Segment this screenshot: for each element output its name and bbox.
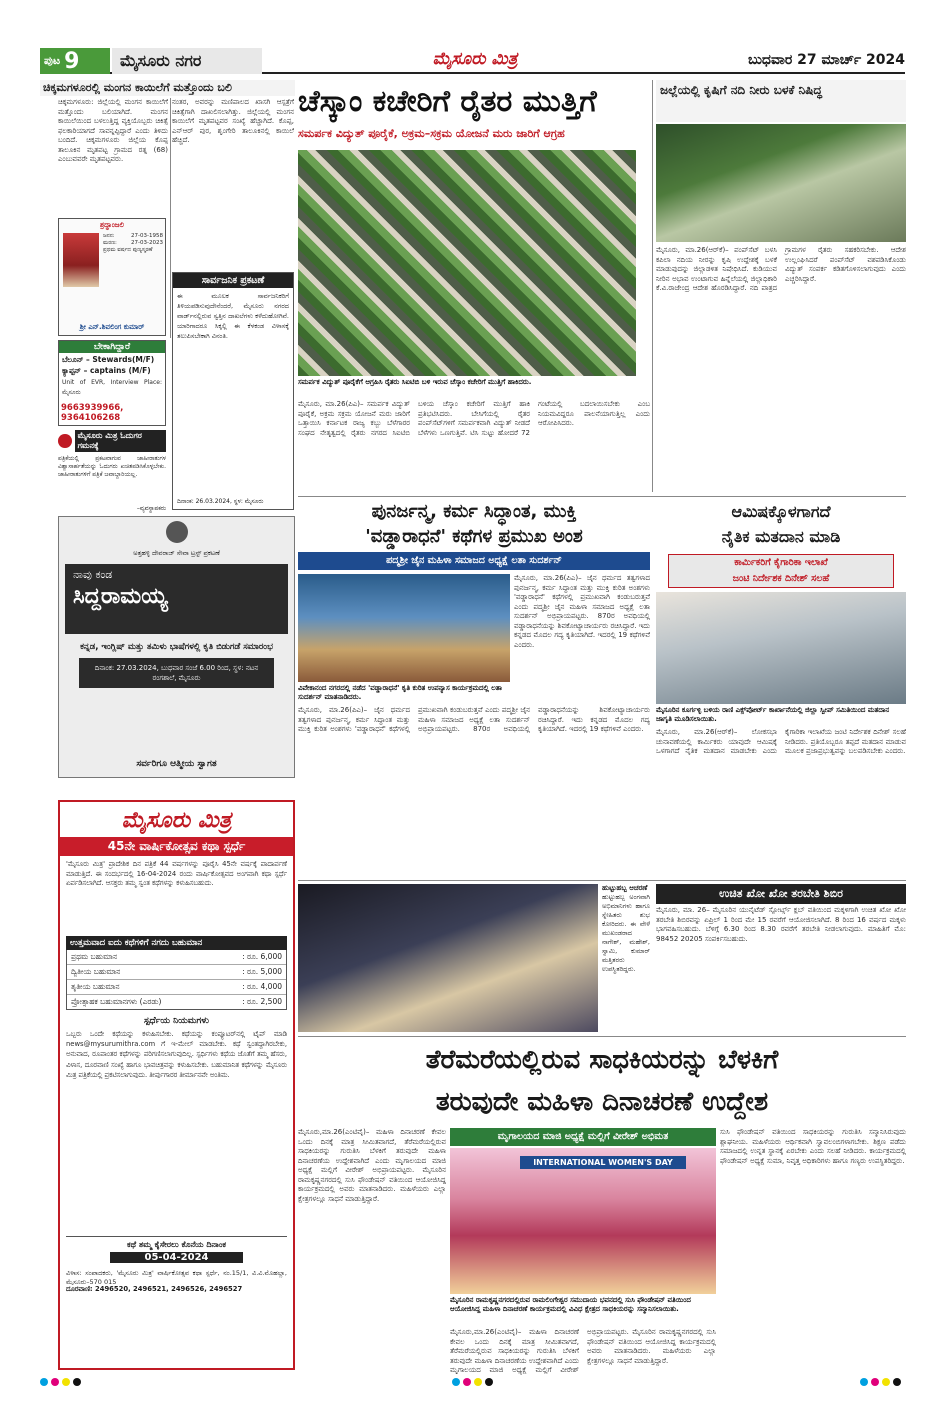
contest-rules-text: ಒಬ್ಬರು ಒಂದೇ ಕಥೆಯನ್ನು ಕಳುಹಿಸಬೇಕು. ಕಥೆಯನ್ನು ಕಂಪ್ಯೂಟರ್‌ನಲ್ಲಿ ಟೈಪ್ ಮಾಡಿ news@mysurumithra.com ಗೆ ಇ-ಮೇಲ್ ಮಾಡಬೇಕು. ಕಥೆ ಸ್ವಂತದ್ದಾಗಿರಬೇಕು, ಅನುವಾದ, ರೂಪಾಂತರ ಕಥೆಗಳನ್ನು ಪರಿಗಣಿಸಲಾಗುವುದಿಲ್ಲ. ಸ್ಪರ್ಧಿಗಳು ಕಥೆಯ ಜೊತೆಗೆ ತಮ್ಮ ಹೆಸರು, ವಿಳಾಸ, ದೂರವಾಣಿ ಸಂಖ್ಯೆ ಹಾಗೂ ಭಾವಚಿತ್ರವನ್ನು ಕಳುಹಿಸಬೇಕು. ಬಹುಮಾನಿತ ಕಥೆಗಳನ್ನು ಮೈಸೂರು ಮಿತ್ರ ಪತ್ರಿಕೆಯಲ್ಲಿ ಪ್ರಕಟಿಸಲಾಗುವುದು. ತೀರ್ಪುಗಾರರ ತೀರ್ಮಾನವೇ ಅಂತಿಮ. <box>66 1030 287 1079</box>
prize-amount: : ರೂ. 6,000 <box>242 952 282 961</box>
story2-headline-1: ಪುನರ್ಜನ್ಮ, ಕರ್ಮ ಸಿದ್ಧಾಂತ, ಮುಕ್ತಿ <box>371 501 577 522</box>
poster-subtitle: ಕನ್ನಡ, ಇಂಗ್ಲಿಷ್ ಮತ್ತು ತಮಿಳು ಭಾಷೆಗಳಲ್ಲಿ ಕೃತಿ ಬಿಡುಗಡೆ ಸಮಾರಂಭ <box>80 642 273 652</box>
prize-label: ತೃತೀಯ ಬಹುಮಾನ <box>71 982 120 991</box>
contest-deadline-label: ಕಥೆ ತಮ್ಮ ಕೈಸೇರಲು ಕೊನೆಯ ದಿನಾಂಕ <box>66 1236 287 1250</box>
public-notice-text: ಈ ಮೂಲಕ ಸಾರ್ವಜನಿಕರಿಗೆ ತಿಳಿಯಪಡಿಸುವುದೇನೆಂದರೆ, ಮೈಸೂರು ನಗರದ ವಾರ್ಡ್‌ನಲ್ಲಿರುವ ಸ್ವತ್ತಿನ ದಾಖಲೆಗಳು ಕಳೆದುಹೋಗಿವೆ. ಯಾರಿಗಾದರೂ ಸಿಕ್ಕಲ್ಲಿ ಈ ಕೆಳಕಂಡ ವಿಳಾಸಕ್ಕೆ ತಲುಪಿಸಬೇಕಾಗಿ ವಿನಂತಿ. <box>177 292 289 340</box>
story4-photo <box>298 884 598 1032</box>
story-contest <box>58 800 295 1370</box>
story6-text-left: ಮೈಸೂರು,ಮಾ.26(ಎಂಟಿವೈ)– ಮಹಿಳಾ ದಿನಾಚರಣೆ ಕೇವಲ ಒಂದು ದಿನಕ್ಕೆ ಮಾತ್ರ ಸೀಮಿತವಾಗದೆ, ತೆರೆಮರೆಯಲ್ಲಿರುವ ಸಾಧಕಿಯರನ್ನು ಗುರುತಿಸಿ ಬೆಳಕಿಗೆ ತರುವುದೇ ಮಹಿಳಾ ದಿನಾಚರಣೆಯ ಉದ್ದೇಶವಾಗಿದೆ ಎಂದು ಮೃಗಾಲಯದ ಮಾಜಿ ಅಧ್ಯಕ್ಷೆ ಮಲ್ಲಿಗೆ ವೀರೇಶ್ ಅಭಿಪ್ರಾಯಪಟ್ಟರು. ಮೈಸೂರಿನ ರಾಮಕೃಷ್ಣನಗರದಲ್ಲಿ ಸುಸಿ ಫೌಂಡೇಷನ್ ವತಿಯಿಂದ ಆಯೋಜಿಸಿದ್ದ ಕಾರ್ಯಕ್ರಮದಲ್ಲಿ ಅವರು ಮಾತನಾಡಿದರು. ಮಹಿಳೆಯರು ಎಲ್ಲಾ ಕ್ಷೇತ್ರಗಳಲ್ಲೂ ಸಾಧನೆ ಮಾಡುತ್ತಿದ್ದಾರೆ. <box>298 1128 446 1203</box>
registration-marks-center <box>452 1378 493 1386</box>
story4-caption-title: ಹುಟ್ಟುಹಬ್ಬ ಆಚರಣೆ <box>602 884 648 892</box>
obituary-title: ಶ್ರದ್ಧಾಂಜಲಿ <box>100 221 124 229</box>
prize-label: ದ್ವಿತೀಯ ಬಹುಮಾನ <box>71 967 121 976</box>
story1-headline: ಚಿಕ್ಕಮಗಳೂರಲ್ಲಿ ಮಂಗನ ಕಾಯಿಲೆಗೆ ಮತ್ತೊಂದು ಬಲಿ <box>40 80 295 96</box>
prize-amount: : ರೂ. 2,500 <box>242 997 282 1006</box>
story2-subhead: ಪದ್ಮಶ್ರೀ ಜೈನ ಮಹಿಳಾ ಸಮಾಜದ ಅಧ್ಯಕ್ಷೆ ಲತಾ ಸುದರ್ಶನ್ <box>298 552 650 570</box>
prize-amount: : ರೂ. 4,000 <box>242 982 282 991</box>
story6-photo-banner: INTERNATIONAL WOMEN'S DAY <box>520 1156 686 1169</box>
story3-photo <box>656 592 906 704</box>
obituary-box <box>58 218 166 336</box>
story2-caption: ವಿವೇಕಾನಂದ ನಗರದಲ್ಲಿ ನಡೆದ 'ವಡ್ಡಾರಾಧನೆ' ಕೃತಿ ಕುರಿತ ಉಪನ್ಯಾಸ ಕಾರ್ಯಕ್ರಮದಲ್ಲಿ ಲತಾ ಸುದರ್ಶನ್ ಮಾತನಾಡಿದರು. <box>298 684 502 701</box>
prize-label: ಪ್ರೋತ್ಸಾಹಕ ಬಹುಮಾನಗಳು (ಎರಡು) <box>71 997 162 1006</box>
obituary-text: ಜನನ: 27-03-1958 ಮರಣ: 27-03-2023 ಪ್ರಥಮ ವರ್ಷದ ಪುಣ್ಯಸ್ಮರಣೆ <box>103 233 163 253</box>
story6-caption: ಮೈಸೂರಿನ ರಾಮಕೃಷ್ಣನಗರದಲ್ಲಿರುವ ರಾಮಲಿಂಗೇಶ್ವರ ಸಮುದಾಯ ಭವನದಲ್ಲಿ ಸುಸಿ ಫೌಂಡೇಷನ್ ವತಿಯಿಂದ ಆಯೋಜಿಸಿದ್ದ ಮಹಿಳಾ ದಿನಾಚರಣೆ ಕಾರ್ಯಕ್ರಮದಲ್ಲಿ ವಿವಿಧ ಕ್ಷೇತ್ರದ ಸಾಧಕಿಯರನ್ನು ಸನ್ಮಾನಿಸಲಾಯಿತು. <box>450 1296 691 1313</box>
lead-text: ಮೈಸೂರು, ಮಾ.26(ಪಿಎ)– ಸಮರ್ಪಕ ವಿದ್ಯುತ್ ಪೂರೈಕೆ, ಅಕ್ರಮ ಸಕ್ರಮ ಯೋಜನೆ ಮರು ಜಾರಿಗೆ ಒತ್ತಾಯಿಸಿ ಕರ್ನಾಟಕ ರಾಜ್ಯ ಕಬ್ಬು ಬೆಳೆಗಾರರ ಸಂಘದ ನೇತೃತ್ವದಲ್ಲಿ ರೈತರು ನಗರದ ಸಿಐಟಿಬಿ ಬಳಿಯ ಚೆಸ್ಕಾಂ ಕಚೇರಿಗೆ ಮುತ್ತಿಗೆ ಹಾಕಿ ಪ್ರತಿಭಟಿಸಿದರು. ಬೇಸಿಗೆಯಲ್ಲಿ ರೈತರ ಪಂಪ್‌ಸೆಟ್‌ಗಳಿಗೆ ಸಮರ್ಪಕವಾಗಿ ವಿದ್ಯುತ್ ನೀಡದೆ ಬೆಳೆಗಳು ಒಣಗುತ್ತಿವೆ. ಟಿಸಿ ಸುಟ್ಟು ಹೋದರೆ 72 ಗಂಟೆಯಲ್ಲಿ ಬದಲಾಯಿಸಬೇಕು ಎಂಬ ನಿಯಮವಿದ್ದರೂ ಪಾಲನೆಯಾಗುತ್ತಿಲ್ಲ ಎಂದು ಆರೋಪಿಸಿದರು. <box>298 400 650 437</box>
story1-text-continued: ನಂತರ, ಅವರನ್ನು ಮಣಿಪಾಲದ ಖಾಸಗಿ ಆಸ್ಪತ್ರೆಗೆ ಚಿಕಿತ್ಸೆಗಾಗಿ ದಾಖಲಿಸಲಾಗಿತ್ತು. ಜಿಲ್ಲೆಯಲ್ಲಿ ಮಂಗನ ಕಾಯಿಲೆಗೆ ಮೃತಪಟ್ಟವರ ಸಂಖ್ಯೆ ಹೆಚ್ಚಾಗಿದೆ. ಕೊಪ್ಪ, ಎನ್‌ಆರ್ ಪುರ, ಶೃಂಗೇರಿ ತಾಲೂಕಿನಲ್ಲಿ ಕಾಯಿಲೆ ಹೆಚ್ಚಿದೆ. <box>172 98 294 144</box>
river-story-text: ಮೈಸೂರು, ಮಾ.26(ಆರ್‌ಕೆ)– ಪಂಪ್‌ಸೆಟ್ ಬಳಸಿ ಕಪಿಲಾ ನದಿಯ ನೀರನ್ನು ಕೃಷಿ ಉದ್ದೇಶಕ್ಕೆ ಬಳಕೆ ಮಾಡುವುದನ್ನು ಜಿಲ್ಲಾಡಳಿತ ನಿಷೇಧಿಸಿದೆ. ಕುಡಿಯುವ ನೀರಿನ ಅಭಾವ ಉಂಟಾಗುವ ಹಿನ್ನೆಲೆಯಲ್ಲಿ ಜಿಲ್ಲಾಧಿಕಾರಿ ಕೆ.ವಿ.ರಾಜೇಂದ್ರ ಆದೇಶ ಹೊರಡಿಸಿದ್ದಾರೆ. ನದಿ ಪಾತ್ರದ ಗ್ರಾಮಗಳ ರೈತರು ಸಹಕರಿಸಬೇಕು. ಆದೇಶ ಉಲ್ಲಂಘಿಸಿದರೆ ಪಂಪ್‌ಸೆಟ್ ವಶಪಡಿಸಿಕೊಂಡು ವಿದ್ಯುತ್ ಸಂಪರ್ಕ ಕಡಿತಗೊಳಿಸಲಾಗುವುದು ಎಂದು ಎಚ್ಚರಿಸಿದ್ದಾರೆ. <box>656 246 906 292</box>
story3-subhead-2: ಜಂಟಿ ನಿರ್ದೇಶಕ ದಿನೇಶ್ ಸಲಹೆ <box>732 573 830 584</box>
public-notice <box>172 272 294 510</box>
jobs-phone: 9663939966, 9364106268 <box>61 403 124 423</box>
jobs-ad <box>58 340 166 426</box>
poster-org: ಅತ್ತಹಳ್ಳಿ ದೇವರಾಜ್ ಸೇವಾ ಟ್ರಸ್ಟ್ ಪ್ರಕಟಣೆ <box>133 549 220 557</box>
lead-subhead: ಸಮರ್ಪಕ ವಿದ್ಯುತ್ ಪೂರೈಕೆ, ಅಕ್ರಮ–ಸಕ್ರಮ ಯೋಜನೆ ಮರು ಜಾರಿಗೆ ಆಗ್ರಹ <box>298 127 565 140</box>
prize-amount: : ರೂ. 5,000 <box>242 967 282 976</box>
contest-prizes-title: ಉತ್ತಮವಾದ ಐದು ಕಥೆಗಳಿಗೆ ನಗದು ಬಹುಮಾನ <box>66 936 287 950</box>
river-story-photo <box>656 124 906 242</box>
jobs-text: Unit of EVR, Interview Place: ಮೈಸೂರು <box>62 379 162 396</box>
story6-subhead: ಮೃಗಾಲಯದ ಮಾಜಿ ಅಧ್ಯಕ್ಷೆ ಮಲ್ಲಿಗೆ ವೀರೇಶ್ ಅಭಿಮತ <box>450 1128 716 1146</box>
story6-text-mid: ಮೈಸೂರು,ಮಾ.26(ಎಂಟಿವೈ)– ಮಹಿಳಾ ದಿನಾಚರಣೆ ಕೇವಲ ಒಂದು ದಿನಕ್ಕೆ ಮಾತ್ರ ಸೀಮಿತವಾಗದೆ, ತೆರೆಮರೆಯಲ್ಲಿರುವ ಸಾಧಕಿಯರನ್ನು ಗುರುತಿಸಿ ಬೆಳಕಿಗೆ ತರುವುದೇ ಮಹಿಳಾ ದಿನಾಚರಣೆಯ ಉದ್ದೇಶವಾಗಿದೆ ಎಂದು ಮೃಗಾಲಯದ ಮಾಜಿ ಅಧ್ಯಕ್ಷೆ ಮಲ್ಲಿಗೆ ವೀರೇಶ್ ಅಭಿಪ್ರಾಯಪಟ್ಟರು. ಮೈಸೂರಿನ ರಾಮಕೃಷ್ಣನಗರದಲ್ಲಿ ಸುಸಿ ಫೌಂಡೇಷನ್ ವತಿಯಿಂದ ಆಯೋಜಿಸಿದ್ದ ಕಾರ್ಯಕ್ರಮದಲ್ಲಿ ಅವರು ಮಾತನಾಡಿದರು. ಮಹಿಳೆಯರು ಎಲ್ಲಾ ಕ್ಷೇತ್ರಗಳಲ್ಲೂ ಸಾಧನೆ ಮಾಡುತ್ತಿದ್ದಾರೆ. <box>450 1328 716 1374</box>
story4-caption-text: ಹುಟ್ಟುಹಬ್ಬ ಅಂಗವಾಗಿ ಅಭಿಮಾನಿಗಳು ಹಾಗೂ ಸ್ನೇಹಿತರು ಶುಭ ಕೋರಿದರು. ಈ ವೇಳೆ ಮುಖಂಡರಾದ ನಾಗೇಶ್, ಮಹೇಶ್, ಸ್ವಾಮಿ, ಕುಮಾರ್ ಮತ್ತಿತರರು ಉಪಸ್ಥಿತರಿದ್ದರು. <box>602 893 650 973</box>
story2-headline-2: 'ವಡ್ಡಾರಾಧನೆ' ಕಥೆಗಳ ಪ್ರಮುಖ ಅಂಶ <box>365 526 583 547</box>
story3-headline-1: ಆಮಿಷಕ್ಕೊಳಗಾಗದೆ <box>731 502 831 521</box>
book-release-poster <box>58 516 295 778</box>
contest-prize-row <box>67 965 286 980</box>
lead-headline: ಚೆಸ್ಕಾಂ ಕಚೇರಿಗೆ ರೈತರ ಮುತ್ತಿಗೆ <box>298 84 597 119</box>
public-notice-title: ಸಾರ್ವಜನಿಕ ಪ್ರಕಟಣೆ <box>173 273 293 288</box>
contest-rules-title: ಸ್ಪರ್ಧೆಯ ನಿಯಮಗಳು <box>144 1016 209 1026</box>
story1-text: ಚಿಕ್ಕಮಗಳೂರು: ಜಿಲ್ಲೆಯಲ್ಲಿ ಮಂಗನ ಕಾಯಿಲೆಗೆ ಮತ್ತೊಂದು ಬಲಿಯಾಗಿದೆ. ಮಂಗನ ಕಾಯಿಲೆಯಿಂದ ಬಳಲುತ್ತಿದ್ದ ವ್ಯಕ್ತಿಯೊಬ್ಬರು ಚಿಕಿತ್ಸೆ ಫಲಕಾರಿಯಾಗದೆ ಸಾವನ್ನಪ್ಪಿದ್ದಾರೆ ಎಂದು ತಿಳಿದು ಬಂದಿದೆ. ಚಿಕ್ಕಮಗಳೂರು ಜಿಲ್ಲೆಯ ಕೊಪ್ಪ ತಾಲೂಕಿನ ಮೃತಪಟ್ಟ ಗ್ರಾಮದ ರತ್ನ (68) ಎಂಬುವವರೇ ಮೃತಪಟ್ಟವರು. <box>58 98 168 163</box>
public-notice-date: ದಿನಾಂಕ: 26.03.2024, ಸ್ಥಳ: ಮೈಸೂರು <box>177 498 264 505</box>
reader-notice-sign: –ವ್ಯವಸ್ಥಾಪಕರು <box>136 505 166 512</box>
contest-prizes-list <box>66 950 287 1010</box>
obituary-photo <box>63 233 99 287</box>
page-number: 9 <box>64 48 80 74</box>
page-label: ಪುಟ <box>44 54 61 67</box>
lead-photo <box>298 150 636 376</box>
story6-text-right: ಸುಸಿ ಫೌಂಡೇಷನ್ ವತಿಯಿಂದ ಸಾಧಕಿಯರನ್ನು ಗುರುತಿಸಿ ಸನ್ಮಾನಿಸಿರುವುದು ಶ್ಲಾಘನೀಯ. ಮಹಿಳೆಯರು ಆರ್ಥಿಕವಾಗಿ ಸ್ವಾವಲಂಬಿಗಳಾಗಬೇಕು. ಶಿಕ್ಷಣ ಪಡೆದು ಸಮಾಜದಲ್ಲಿ ಉನ್ನತ ಸ್ಥಾನಕ್ಕೆ ಏರಬೇಕು ಎಂದು ಸಲಹೆ ನೀಡಿದರು. ಕಾರ್ಯಕ್ರಮದಲ್ಲಿ ಫೌಂಡೇಷನ್ ಅಧ್ಯಕ್ಷೆ ಸುಮಾ, ನಿವೃತ್ತ ಅಧಿಕಾರಿಗಳು ಹಾಗೂ ಗಣ್ಯರು ಉಪಸ್ಥಿತರಿದ್ದರು. <box>720 1128 906 1165</box>
story2-text-right: ಮೈಸೂರು, ಮಾ.26(ಪಿಎ)– ಜೈನ ಧರ್ಮದ ತತ್ವಗಳಾದ ಪುನರ್ಜನ್ಮ, ಕರ್ಮ ಸಿದ್ಧಾಂತ ಮತ್ತು ಮುಕ್ತಿ ಕುರಿತ ಅಂಶಗಳು 'ವಡ್ಡಾರಾಧನೆ' ಕಥೆಗಳಲ್ಲಿ ಪ್ರಮುಖವಾಗಿ ಕಂಡುಬರುತ್ತವೆ ಎಂದು ಪದ್ಮಶ್ರೀ ಜೈನ ಮಹಿಳಾ ಸಮಾಜದ ಅಧ್ಯಕ್ಷೆ ಲತಾ ಸುದರ್ಶನ್ ಅಭಿಪ್ರಾಯಪಟ್ಟರು. 870ರ ಅವಧಿಯಲ್ಲಿ ವಡ್ಡಾರಾಧನೆಯನ್ನು ಶಿವಕೋಟ್ಯಾಚಾರ್ಯರು ರಚಿಸಿದ್ದಾರೆ. ಇದು ಕನ್ನಡದ ಮೊದಲ ಗದ್ಯ ಕೃತಿಯಾಗಿದೆ. ಇದರಲ್ಲಿ 19 ಕಥೆಗಳಿವೆ ಎಂದರು. <box>514 574 650 649</box>
jobs-title: ಬೇಕಾಗಿದ್ದಾರೆ <box>59 341 165 353</box>
lead-caption: ಸಮರ್ಪಕ ವಿದ್ಯುತ್ ಪೂರೈಕೆಗೆ ಆಗ್ರಹಿಸಿ ರೈತರು ಸಿಐಟಿಬಿ ಬಳಿ ಇರುವ ಚೆಸ್ಕಾಂ ಕಚೇರಿಗೆ ಮುತ್ತಿಗೆ ಹಾಕಿದರು. <box>298 378 532 386</box>
story6-headline-1: ತೆರೆಮರೆಯಲ್ಲಿರುವ ಸಾಧಕಿಯರನ್ನು ಬೆಳಕಿಗೆ <box>425 1045 779 1075</box>
reader-notice-title: ಮೈಸೂರು ಮಿತ್ರ ಓದುಗರ ಗಮನಕ್ಕೆ <box>75 430 166 452</box>
brand-emblem-icon <box>58 434 72 448</box>
masthead-logo: ಮೈಸೂರು ಮಿತ್ರ <box>432 49 518 69</box>
dateline: ಬುಧವಾರ 27 ಮಾರ್ಚ್ 2024 <box>748 52 905 68</box>
page-number-badge <box>40 48 110 74</box>
poster-title-2: ಸಿದ್ದರಾಮಯ್ಯ <box>73 584 168 609</box>
story5-text: ಮೈಸೂರು, ಮಾ. 26– ಮೈಸೂರಿನ ಯುನೈಟೆಡ್ ಸ್ಪೋರ್ಟ್ಸ್ ಕ್ಲಬ್ ವತಿಯಿಂದ ಮಕ್ಕಳಿಗಾಗಿ ಉಚಿತ ಖೋ ಖೋ ತರಬೇತಿ ಶಿಬಿರವನ್ನು ಏಪ್ರಿಲ್ 1 ರಿಂದ ಮೇ 15 ರವರೆಗೆ ಆಯೋಜಿಸಲಾಗಿದೆ. 8 ರಿಂದ 16 ವರ್ಷದ ಮಕ್ಕಳು ಭಾಗವಹಿಸಬಹುದು. ಬೆಳಿಗ್ಗೆ 6.30 ರಿಂದ 8.30 ರವರೆಗೆ ತರಬೇತಿ ನೀಡಲಾಗುವುದು. ಮಾಹಿತಿಗೆ ಮೊ: 98452 20205 ಸಂಪರ್ಕಿಸಬಹುದು. <box>656 906 906 943</box>
contest-prize-row <box>67 980 286 995</box>
poster-welcome: ಸರ್ವರಿಗೂ ಆತ್ಮೀಯ ಸ್ವಾಗತ <box>136 759 217 769</box>
contest-title: 45ನೇ ವಾರ್ಷಿಕೋತ್ಸವ ಕಥಾ ಸ್ಪರ್ಧೆ <box>60 837 293 856</box>
story2-text: ಮೈಸೂರು, ಮಾ.26(ಪಿಎ)– ಜೈನ ಧರ್ಮದ ತತ್ವಗಳಾದ ಪುನರ್ಜನ್ಮ, ಕರ್ಮ ಸಿದ್ಧಾಂತ ಮತ್ತು ಮುಕ್ತಿ ಕುರಿತ ಅಂಶಗಳು 'ವಡ್ಡಾರಾಧನೆ' ಕಥೆಗಳಲ್ಲಿ ಪ್ರಮುಖವಾಗಿ ಕಂಡುಬರುತ್ತವೆ ಎಂದು ಪದ್ಮಶ್ರೀ ಜೈನ ಮಹಿಳಾ ಸಮಾಜದ ಅಧ್ಯಕ್ಷೆ ಲತಾ ಸುದರ್ಶನ್ ಅಭಿಪ್ರಾಯಪಟ್ಟರು. 870ರ ಅವಧಿಯಲ್ಲಿ ವಡ್ಡಾರಾಧನೆಯನ್ನು ಶಿವಕೋಟ್ಯಾಚಾರ್ಯರು ರಚಿಸಿದ್ದಾರೆ. ಇದು ಕನ್ನಡದ ಮೊದಲ ಗದ್ಯ ಕೃತಿಯಾಗಿದೆ. ಇದರಲ್ಲಿ 19 ಕಥೆಗಳಿವೆ ಎಂದರು. <box>298 706 650 733</box>
river-story-headline: ಜಲ್ಲೆಯಲ್ಲಿ ಕೃಷಿಗೆ ನದಿ ನೀರು ಬಳಕೆ ನಿಷಿದ್ಧ <box>656 80 906 122</box>
registration-marks-right <box>860 1378 901 1386</box>
story5-headline: ಉಚಿತ ಖೋ ಖೋ ತರಬೇತಿ ಶಿಬಿರ <box>656 884 906 904</box>
prize-label: ಪ್ರಥಮ ಬಹುಮಾನ <box>71 952 118 961</box>
trust-logo-icon <box>166 521 188 543</box>
story3-subhead-1: ಕಾರ್ಮಿಕರಿಗೆ ಕೈಗಾರಿಕಾ ಇಲಾಖೆ <box>734 557 828 568</box>
contest-prize-row <box>67 995 286 1009</box>
contest-address: ವಿಳಾಸ: ಸಂಪಾದಕರು, 'ಮೈಸೂರು ಮಿತ್ರ' ವಾರ್ಷಿಕೋತ್ಸವ ಕಥಾ ಸ್ಪರ್ಧೆ, ನಂ.15/1, ವಿ.ವಿ.ಮೊಹಲ್ಲಾ, ಮೈಸೂರು–570 015 <box>66 1269 287 1285</box>
registration-marks-left <box>40 1378 81 1386</box>
jobs-line-2: ಕ್ಯಾಪ್ಟನ್ – captains (M/F) <box>62 366 151 375</box>
reader-notice-text: ಪತ್ರಿಕೆಯಲ್ಲಿ ಪ್ರಕಟವಾಗುವ ಜಾಹೀರಾತುಗಳ ವಿಶ್ವಾಸಾರ್ಹತೆಯನ್ನು ಓದುಗರು ಖಚಿತಪಡಿಸಿಕೊಳ್ಳಬೇಕು. ಜಾಹೀರಾತುಗಳಿಗೆ ಪತ್ರಿಕೆ ಜವಾಬ್ದಾರಿಯಲ್ಲ. <box>58 455 166 478</box>
contest-masthead: ಮೈಸೂರು ಮಿತ್ರ <box>121 808 232 833</box>
story3-text: ಮೈಸೂರು, ಮಾ.26(ಆರ್‌ಕೆ)– ಲೋಕಸಭಾ ಚುನಾವಣೆಯಲ್ಲಿ ಕಾರ್ಮಿಕರು ಯಾವುದೇ ಆಮಿಷಕ್ಕೆ ಒಳಗಾಗದೆ ನೈತಿಕ ಮತದಾನ ಮಾಡಬೇಕು ಎಂದು ಕೈಗಾರಿಕಾ ಇಲಾಖೆಯ ಜಂಟಿ ನಿರ್ದೇಶಕ ದಿನೇಶ್ ಸಲಹೆ ನೀಡಿದರು. ಪ್ರತಿಯೊಬ್ಬರೂ ತಪ್ಪದೆ ಮತದಾನ ಮಾಡುವ ಮೂಲಕ ಪ್ರಜಾಪ್ರಭುತ್ವವನ್ನು ಬಲಪಡಿಸಬೇಕು ಎಂದರು. <box>656 728 906 755</box>
story2-photo <box>298 574 510 682</box>
story3-subhead-box <box>668 554 894 588</box>
contest-phones: ದೂರವಾಣಿ: 2496520, 2496521, 2496526, 2496527 <box>66 1285 243 1293</box>
section-title: ಮೈಸೂರು ನಗರ <box>112 48 262 74</box>
poster-title-block <box>65 564 288 634</box>
story6-photo <box>450 1148 716 1294</box>
story3-caption: ಮೈಸೂರಿನ ಕೂರ್ಗಳ್ಳಿ ಬಳಿಯ ರಾಣಿ ಎಕ್ಸ್‌ಪೋರ್ಟ್ ಕಾರ್ಖಾನೆಯಲ್ಲಿ ಜಿಲ್ಲಾ ಸ್ವೀಪ್ ಸಮಿತಿಯಿಂದ ಮತದಾನ ಜಾಗೃತಿ ಮೂಡಿಸಲಾಯಿತು. <box>656 706 890 723</box>
obituary-name: ಶ್ರೀ ಎನ್.ಶಿವಲಿಂಗ ಕುಮಾರ್ <box>79 323 145 331</box>
poster-title-1: ನಾವು ಕಂಡ <box>73 568 113 581</box>
story4-caption-box <box>602 884 650 1032</box>
story6-headline-2: ತರುವುದೇ ಮಹಿಳಾ ದಿನಾಚರಣೆ ಉದ್ದೇಶ <box>435 1087 769 1117</box>
reader-notice <box>58 430 166 510</box>
contest-intro: 'ಮೈಸೂರು ಮಿತ್ರ' ಪ್ರಾದೇಶಿಕ ದಿನ ಪತ್ರಿಕೆ 44 ವರ್ಷಗಳನ್ನು ಪೂರೈಸಿ 45ನೇ ವರ್ಷಕ್ಕೆ ಪಾದಾರ್ಪಣೆ ಮಾಡುತ್ತಿದೆ. ಈ ಸಂದರ್ಭದಲ್ಲಿ 16-04-2024 ರಂದು ವಾರ್ಷಿಕೋತ್ಸವದ ಅಂಗವಾಗಿ ಕಥಾ ಸ್ಪರ್ಧೆ ಏರ್ಪಡಿಸಲಾಗಿದೆ. ಆಸಕ್ತರು ತಮ್ಮ ಸ್ವಂತ ಕಥೆಗಳನ್ನು ಕಳುಹಿಸಬಹುದು. <box>66 860 287 888</box>
poster-details: ದಿನಾಂಕ: 27.03.2024, ಬುಧವಾರ ಸಂಜೆ 6.00 ರಿಂದ, ಸ್ಥಳ: ನಟನ ರಂಗಶಾಲೆ, ಮೈಸೂರು <box>79 658 274 688</box>
story3-headline-2: ನೈತಿಕ ಮತದಾನ ಮಾಡಿ <box>721 527 841 546</box>
contest-prize-row <box>67 950 286 965</box>
jobs-line-1: ಬೆಲೂನ್ – Stewards(M/F) <box>62 355 155 364</box>
contest-deadline: 05-04-2024 <box>110 1252 243 1263</box>
